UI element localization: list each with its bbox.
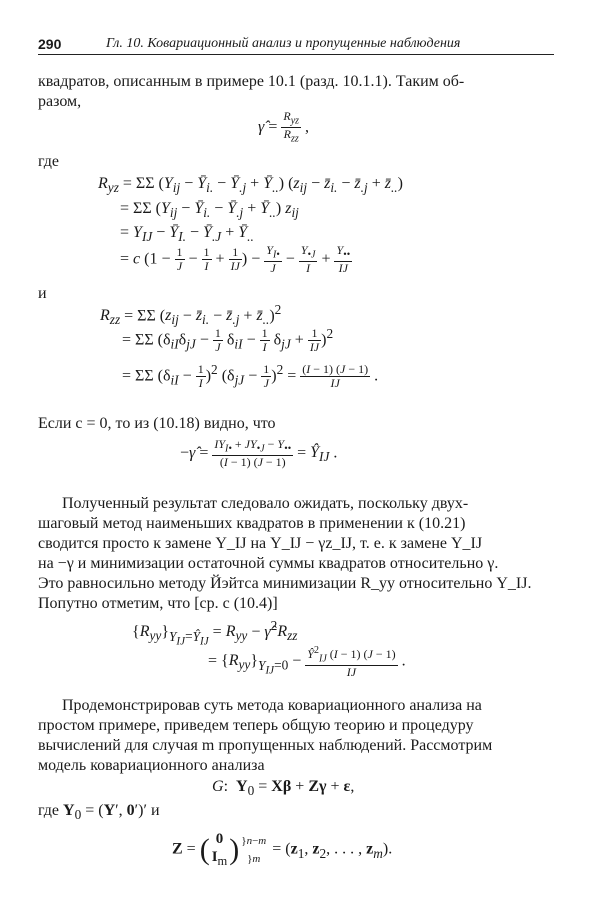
running-header — [38, 36, 554, 55]
para2-line1: Полученный результат следовало ожидать, поскольку двух- — [62, 495, 469, 512]
para1-line1: квадратов, описанным в примере 10.1 (разд. 10.1.1). Таким об- — [38, 73, 465, 90]
running-title: Гл. 10. Ковариационный анализ и пропущенные наблюдения — [106, 36, 461, 51]
equation-neg-gamma: −γ̂ = $\frac{IY_{I•} + JY_{•J} - Y_{••}}{(I - 1) (J - 1)}$ = $Ŷ_{IJ}$ . — [180, 437, 338, 470]
equation-gamma-hat: γ̂ = $\frac{R_{yz}}{R_{zz}}$ , — [258, 109, 310, 145]
equation-ryz-line2: = ΣΣ ($Y_{ij}$ − $Ȳ_{i.}$ − $Ȳ_{.j}$ + $Ȳ_{..}$) $z_{ij}$ — [120, 200, 299, 221]
equation-ryz-line3: = $Y_{IJ}$ − $Ȳ_{I.}$ − $Ȳ_{.J}$ + $Ȳ_{..}$ — [120, 224, 254, 245]
equation-ryz-line4: = c (1 − $\frac{1}{J}$ − $\frac{1}{I}$ + $\frac{1}{IJ}$ ) − $\frac{Y_{I•}}{J}$ − $\frac{Y_{•J}}{I}$ + $\frac{Y_{••}}{IJ}$ — [120, 243, 351, 276]
where-y0-line: где $Y_0 = (Y'$, 0′)′ и — [38, 802, 160, 823]
page-number: 290 — [38, 36, 62, 52]
para1-line2: разом, — [38, 93, 82, 110]
para3-line2: простом примере, приведем теперь общую теорию и процедуру — [38, 717, 474, 734]
para3-line1: Продемонстрировав суть метода ковариационного анализа на — [62, 697, 482, 714]
equation-z-matrix: Z = ( 0 $I_m$ ) }n−m }m = ($z_1$, $z_2$, . . . , $z_m$). — [172, 831, 393, 868]
para2-line5: Это равносильно методу Йэйтса минимизации R_yy относительно Y_IJ. — [38, 575, 532, 592]
equation-rzz-line3: = ΣΣ ($\delta_{iI}$ − $\frac{1}{I}$ )$^2$ ($\delta_{jJ}$ − $\frac{1}{J}$ )$^2$ = $\frac{(I - 1) (J - 1)}{IJ}$ . — [122, 362, 379, 391]
para3-line3: вычислений для случая m пропущенных наблюдений. Рассмотрим — [38, 737, 493, 754]
and-label: и — [38, 285, 47, 302]
equation-model-g: G: $Y_0 = X\beta + Z\gamma + \varepsilon$, — [212, 778, 355, 799]
equation-ryy-line2: = $\{R_{yy}\}_{Y_{IJ}=0}$ − $\frac{Ŷ^2_{IJ} (I - 1) (J - 1)}{IJ}$ . — [208, 645, 406, 680]
equation-rzz-line1: $R_{zz} = \Sigma\Sigma$ ($z_{ij}$ − $z̄_{i.}$ − $z̄_{.j}$ + $z̄_{..})^2$ — [100, 302, 282, 328]
equation-rzz-line2: = ΣΣ ($\delta_{iI}\delta_{jJ}$ − $\frac{1}{J}$ $\delta_{iI}$ − $\frac{1}{I}$ $\delta_{jJ}$ + $\frac{1}{IJ}$ )$^2$ — [122, 326, 334, 355]
para3-line4: модель ковариационного анализа — [38, 757, 265, 774]
equation-ryy-line1: $\{R_{yy}\}_{Y_{IJ}=Ŷ_{IJ}} = R_{yy}$ − $\gammâ^2R_{zz}$ — [132, 618, 298, 648]
para2-line2: шаговый метод наименьших квадратов в применении к (10.21) — [38, 515, 466, 532]
where-label-1: где — [38, 153, 60, 170]
para2-line6: Попутно отметим, что [ср. с (10.4)] — [38, 595, 278, 612]
equation-ryz-line1: $R_{yz} = \Sigma\Sigma$ ($Y_{ij}$ − $Ȳ_{i.}$ − $Ȳ_{.j}$ + $Ȳ_{..}$) ($z_{ij}$ − $z̄_{i.}$ − $z̄_{.j}$ + $z̄_{..}$) — [98, 175, 403, 196]
para2-line4: на −γ и минимизации остаточной суммы квадратов относительно γ. — [38, 555, 499, 572]
para2-line3: сводится просто к замене Y_IJ на Y_IJ − γz_IJ, т. е. к замене Y_IJ — [38, 535, 483, 552]
if-c-zero-line: Если c = 0, то из (10.18) видно, что — [38, 415, 276, 432]
